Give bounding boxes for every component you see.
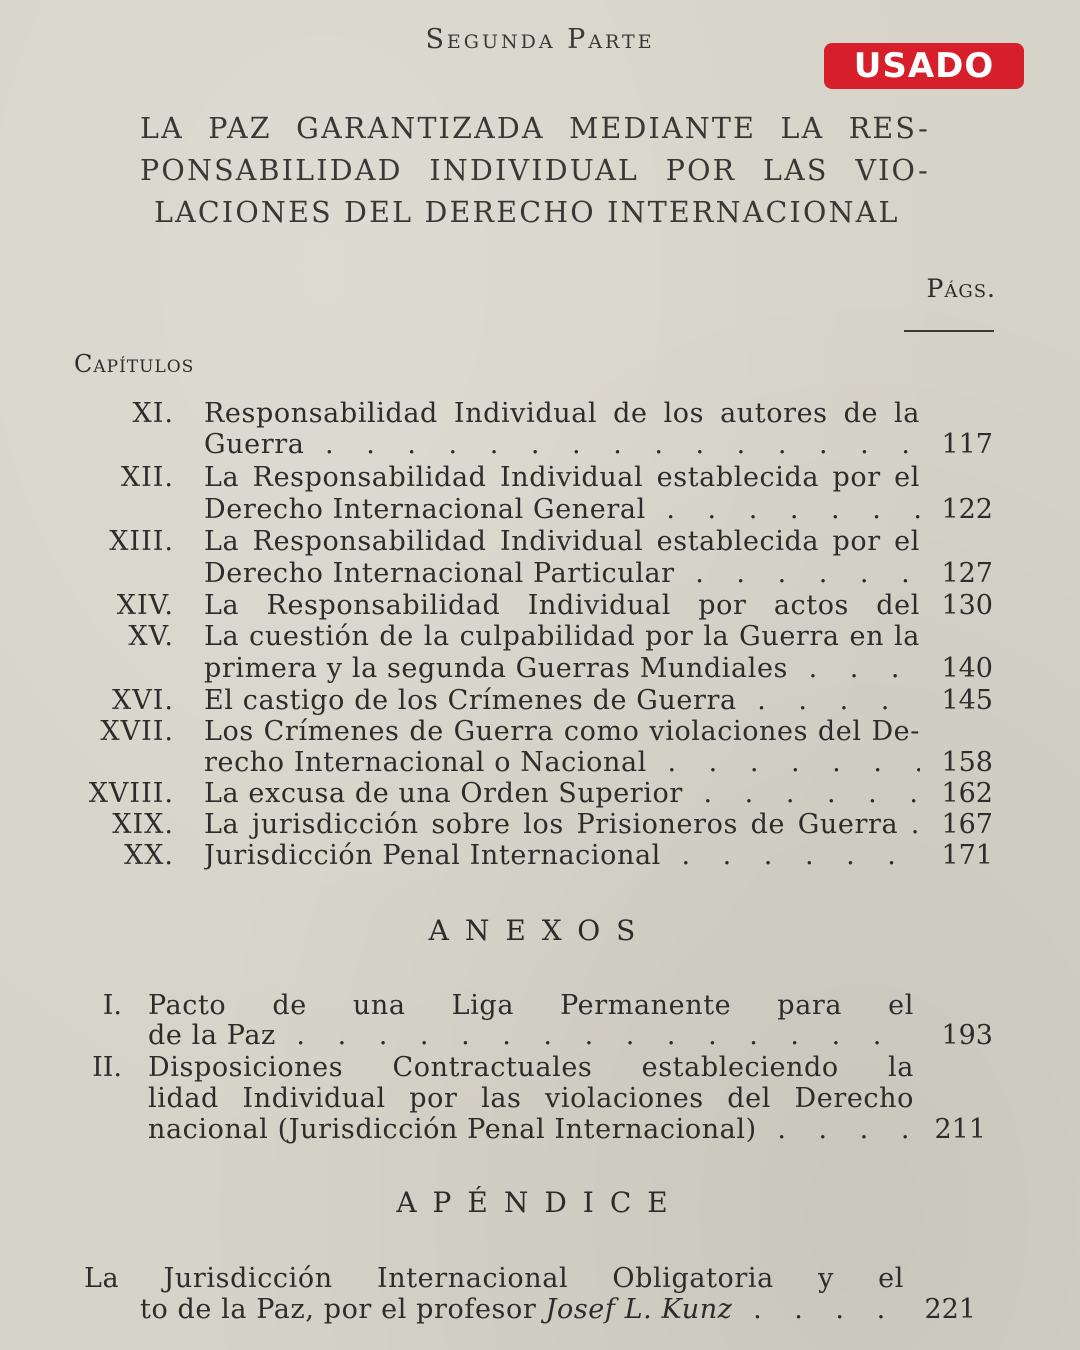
appendix-author: Josef L. Kunz xyxy=(545,1294,733,1325)
chapter-number: XI. xyxy=(132,398,174,429)
chapter-number: XIV. xyxy=(116,590,174,621)
entry-line: lidad Individual por las violaciones del Derecho xyxy=(148,1083,914,1114)
entry-line: Responsabilidad Individual de los autores de la xyxy=(204,398,920,429)
annexes-heading: ANEXOS xyxy=(428,914,652,947)
entry-line: nacional (Jurisdicción Penal Internacional) . . . xyxy=(148,1114,914,1145)
used-badge: USADO xyxy=(824,43,1024,89)
entry-line: primera y la segunda Guerras Mundiales . . . xyxy=(204,653,920,684)
page-number: 171 xyxy=(941,840,993,871)
page-number: 117 xyxy=(941,429,993,460)
page-number: 130 xyxy=(941,590,993,621)
annex-number: II. xyxy=(92,1052,122,1083)
entry-line: Derecho Internacional General . . . xyxy=(204,494,920,525)
chapter-number: XV. xyxy=(128,621,174,652)
appendix-heading: APÉNDICE xyxy=(396,1186,684,1219)
entry-line: La Responsabilidad Individual establecida por el xyxy=(204,526,920,557)
title-line: LACIONES DEL DERECHO INTERNACIONAL xyxy=(154,196,900,229)
chapter-number: XIII. xyxy=(109,526,174,557)
chapter-number: XII. xyxy=(120,462,174,493)
entry-line: El castigo de los Crímenes de Guerra . . . xyxy=(204,685,920,716)
entry-line: La jurisdicción sobre los Prisioneros de Guerra . xyxy=(204,809,920,840)
page-number: 221 xyxy=(924,1294,976,1325)
chapter-number: XVII. xyxy=(100,716,174,747)
entry-line: La Responsabilidad Individual por actos del xyxy=(204,590,920,621)
entry-line: Los Crímenes de Guerra como violaciones del De- xyxy=(204,716,920,747)
entry-line xyxy=(140,1294,920,1325)
chapters-label: Capítulos xyxy=(74,350,195,378)
entry-line: Disposiciones Contractuales estableciendo la xyxy=(148,1052,914,1083)
page-number: 158 xyxy=(941,747,993,778)
leader-dots xyxy=(733,1294,920,1325)
page-number: 122 xyxy=(941,494,993,525)
chapter-number: XIX. xyxy=(112,809,174,840)
pages-column-label: Págs. xyxy=(926,274,996,303)
page-number: 211 xyxy=(934,1114,986,1145)
title-line: PONSABILIDAD INDIVIDUAL POR LAS VIO- xyxy=(140,154,930,187)
page-number: 140 xyxy=(941,653,993,684)
entry-line: recho Internacional o Nacional . . . xyxy=(204,747,920,778)
part-label: Segunda Parte xyxy=(425,24,655,55)
section-title xyxy=(140,108,930,234)
page-number: 145 xyxy=(941,685,993,716)
entry-line: La cuestión de la culpabilidad por la Guerra en la xyxy=(204,621,920,652)
annex-number: I. xyxy=(102,990,122,1021)
entry-line: Jurisdicción Penal Internacional . . . xyxy=(204,840,920,871)
entry-line: Derecho Internacional Particular . . . xyxy=(204,558,920,589)
chapter-number: XX. xyxy=(123,840,174,871)
entry-line: La Responsabilidad Individual establecida por el xyxy=(204,462,920,493)
entry-line: Guerra . . . xyxy=(204,429,920,460)
entry-line: de la Paz . . . xyxy=(148,1020,914,1051)
page-number: 162 xyxy=(941,778,993,809)
chapter-number: XVIII. xyxy=(88,778,174,809)
entry-line: La Jurisdicción Internacional Obligatoria y el xyxy=(84,1263,904,1294)
chapter-number: XVI. xyxy=(112,685,174,716)
entry-line: Pacto de una Liga Permanente para el xyxy=(148,990,914,1021)
appendix-line-2: to de la Paz, por el profesor xyxy=(140,1294,537,1325)
entry-line: La excusa de una Orden Superior . . . xyxy=(204,778,920,809)
title-line: LA PAZ GARANTIZADA MEDIANTE LA RES- xyxy=(140,112,930,145)
pages-rule xyxy=(904,330,994,332)
page-number: 193 xyxy=(941,1020,993,1051)
page-number: 127 xyxy=(941,558,993,589)
page-number: 167 xyxy=(941,809,993,840)
